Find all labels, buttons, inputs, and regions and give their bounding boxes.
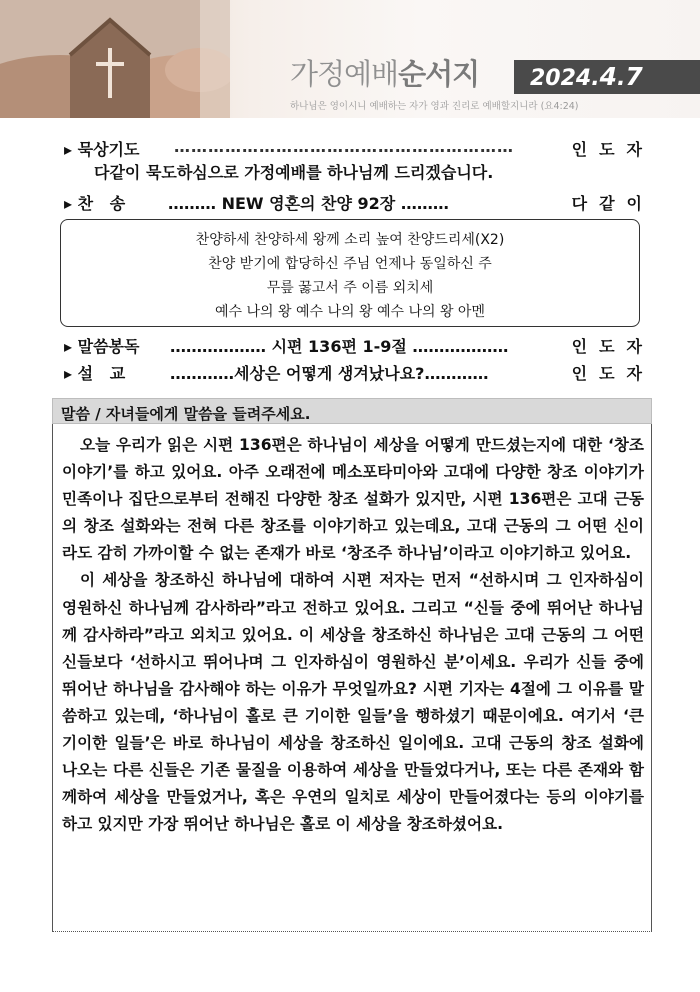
- hymn-lyrics-box: [60, 219, 640, 327]
- message-paragraph: 오늘 우리가 읽은 시편 136편은 하나님이 세상을 어떻게 만드셨는지에 대한 ‘창조 이야기’를 하고 있어요. 아주 오래전에 메소포타미아와 고대에 다양한 창조 이야기가 민족이나 집단으로부터 전해진 다양한 창조 설화가 있지만, 시편 136편은 고대 근동의 창조 설화와는 전혀 다른 창조를 이야기하고 있는데요, 고대 근동의 그 어떤 신이라도 감히 가까이할 수 없는 존재가 바로 ‘창조주 하나님’이라고 이야기하고 있어요.: [62, 436, 644, 563]
- service-date: 2024.4.7: [530, 62, 643, 91]
- lyric-line: 찬양하세 찬양하세 왕께 소리 높여 찬양드리세(X2): [195, 232, 505, 248]
- hands-holding-house-image: [0, 0, 230, 118]
- lyric-line: 예수 나의 왕 예수 나의 왕 예수 나의 왕 아멘: [215, 304, 485, 320]
- header-verse: 하나님은 영이시니 예배하는 자가 영과 진리로 예배할지니라 (요4:24): [290, 101, 579, 112]
- message-paragraph: 이 세상을 창조하신 하나님에 대하여 시편 저자는 먼저 “선하시며 그 인자하심이 영원하신 하나님께 감사하라”라고 전하고 있어요. 그리고 “신들 중에 뛰어난 하나님께 감사하라”라고 외치고 있어요. 이 세상을 창조하신 하나님은 고대 근동의 그 어떤 신들보다 ‘선하시고 뛰어나며 그 인자하심이 영원하신 분’이세요. 우리가 신들 중에 뛰어난 하나님을 감사해야 하는 이유가 무엇일까요? 시편 기자는 4절에 그 이유를 말씀하고 있는데, ‘하나님이 홀로 큰 기이한 일들’을 행하셨기 때문이에요. 여기서 ‘큰 기이한 일들’은 바로 하나님이 세상을 창조하신 일이에요. 고대 근동의 창조 설화에 나오는 다른 신들은 기존 물질을 이용하여 세상을 만들었다거나, 또는 다른 존재와 함께하여 세상을 만들었거나, 혹은 우연의 일치로 세상이 만들어졌다는 등의 이야기를 하고 있지만 가장 뛰어난 하나님은 홀로 이 세상을 창조하셨어요.: [62, 571, 644, 834]
- bulletin-title: 가정예배순서지: [290, 57, 480, 91]
- lyric-line: 무릎 꿇고서 주 이름 외치세: [266, 280, 434, 296]
- message-heading: 말씀 / 자녀들에게 말씀을 들려주세요.: [52, 398, 652, 424]
- message-body: [62, 432, 644, 838]
- intro-text: 다같이 묵도하심으로 가정예배를 하나님께 드리겠습니다.: [94, 163, 494, 182]
- lyric-line: 찬양 받기에 합당하신 주님 언제나 동일하신 주: [208, 256, 492, 272]
